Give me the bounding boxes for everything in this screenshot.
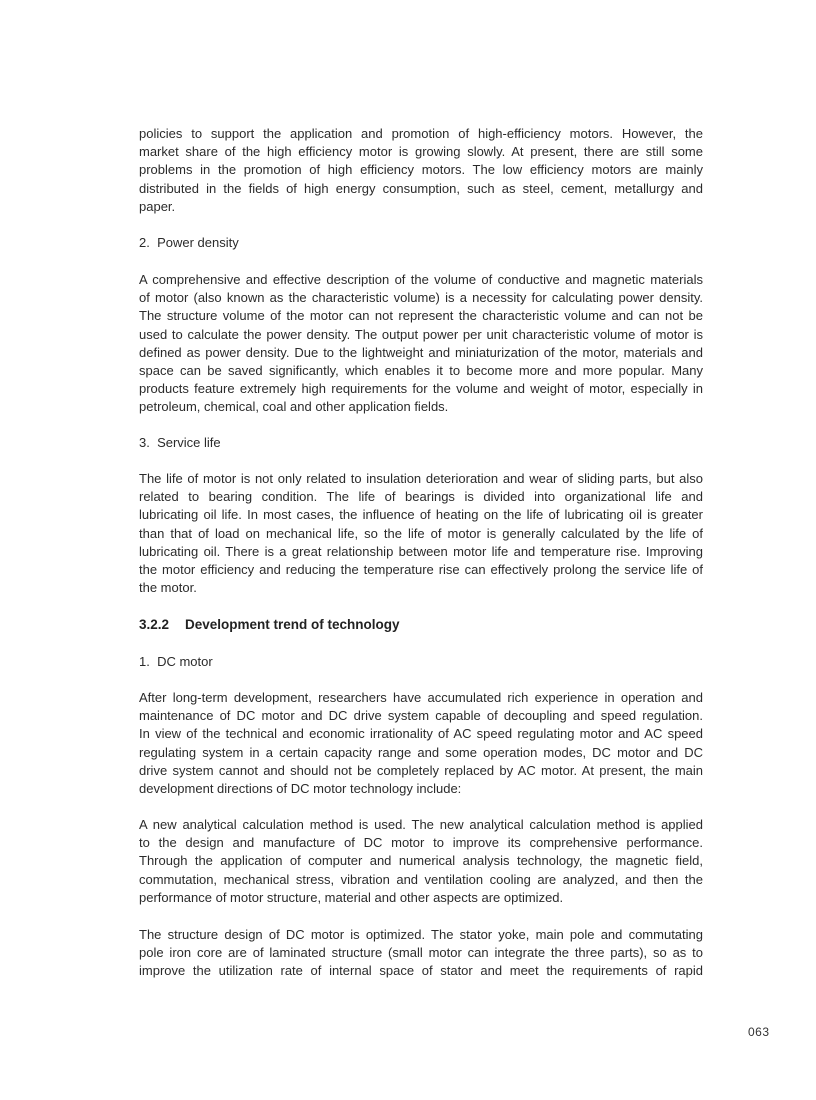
text-line: lubricating oil life. In most cases, the influence of heating on the life of lubricating oil is greater (139, 507, 703, 523)
text-line: drive system cannot and should not be completely replaced by AC motor. At present, the main (139, 762, 703, 778)
text-line: of motor (also known as the characteristic volume) is a necessity for calculating power density. (139, 290, 703, 306)
subheading: 2. Power density (139, 235, 239, 250)
paragraph (139, 926, 703, 981)
paragraph (139, 125, 703, 216)
text-line: A new analytical calculation method is used. The new analytical calculation method is applied (139, 817, 703, 832)
text-line: distributed in the fields of high energy consumption, such as steel, cement, metallurgy and (139, 180, 703, 196)
paragraph (139, 470, 703, 597)
text-line: A comprehensive and effective description of the volume of conductive and magnetic materials (139, 272, 703, 287)
text-line: the motor. (139, 580, 197, 596)
text-line: In view of the technical and economic irrationality of AC speed regulating motor and AC speed (139, 726, 703, 742)
text-line: than that of load on mechanical life, so the life of motor is generally calculated by the life of (139, 525, 703, 541)
paragraph (139, 689, 703, 798)
subheading: 3. Service life (139, 435, 221, 450)
text-line: related to bearing condition. The life of bearings is divided into organizational life and (139, 489, 703, 505)
text-line: development directions of DC motor technology include: (139, 780, 462, 796)
text-line: commutation, mechanical stress, vibration and ventilation cooling are analyzed, and then the (139, 871, 703, 887)
subheading: 1. DC motor (139, 654, 213, 669)
text-line: products feature extremely high requirements for the volume and weight of motor, especially in (139, 381, 703, 397)
text-line: to the design and manufacture of DC motor to improve its comprehensive performance. (139, 835, 703, 851)
text-line: paper. (139, 198, 176, 214)
text-line: the motor efficiency and reducing the temperature rise can effectively prolong the service life of (139, 561, 703, 577)
text-line: The life of motor is not only related to insulation deterioration and wear of sliding parts, but also (139, 471, 703, 486)
paragraph (139, 271, 703, 417)
paragraph (139, 816, 703, 907)
text-line: problems in the promotion of high efficiency motors. The low efficiency motors are mainly (139, 162, 703, 178)
text-line: lubricating oil. There is a great relationship between motor life and temperature rise. Improving (139, 543, 703, 559)
text-line: regulating system in a certain capacity range and some operation modes, DC motor and DC (139, 744, 703, 760)
text-line: policies to support the application and promotion of high-efficiency motors. However, the (139, 126, 703, 141)
text-line: performance of motor structure, material and other aspects are optimized. (139, 889, 564, 905)
page-number: 063 (748, 1025, 770, 1039)
text-line: defined as power density. Due to the lightweight and miniaturization of the motor, materials and (139, 344, 703, 360)
text-line: space can be saved significantly, which enables it to become more and more popular. Many (139, 362, 703, 378)
section-number: 3.2.2 (139, 617, 170, 632)
text-line: After long-term development, researchers have accumulated rich experience in operation and (139, 690, 703, 705)
text-line: maintenance of DC motor and DC drive system capable of decoupling and speed regulation. (139, 708, 703, 724)
text-line: The structure design of DC motor is optimized. The stator yoke, main pole and commutating (139, 927, 703, 942)
text-line: petroleum, chemical, coal and other application fields. (139, 399, 449, 415)
text-line: market share of the high efficiency motor is growing slowly. At present, there are still some (139, 144, 703, 160)
text-line: Through the application of computer and numerical analysis technology, the magnetic field, (139, 853, 703, 869)
section-heading (139, 616, 703, 634)
text-line: pole iron core are of laminated structure (small motor can integrate the three parts), so as to (139, 945, 703, 961)
section-title: Development trend of technology (185, 617, 400, 632)
text-line: used to calculate the power density. The output power per unit characteristic volume of motor is (139, 326, 703, 342)
text-line: improve the utilization rate of internal space of stator and meet the requirements of rapid (139, 963, 703, 979)
text-line: The structure volume of the motor can not represent the characteristic volume and can not be (139, 308, 703, 324)
